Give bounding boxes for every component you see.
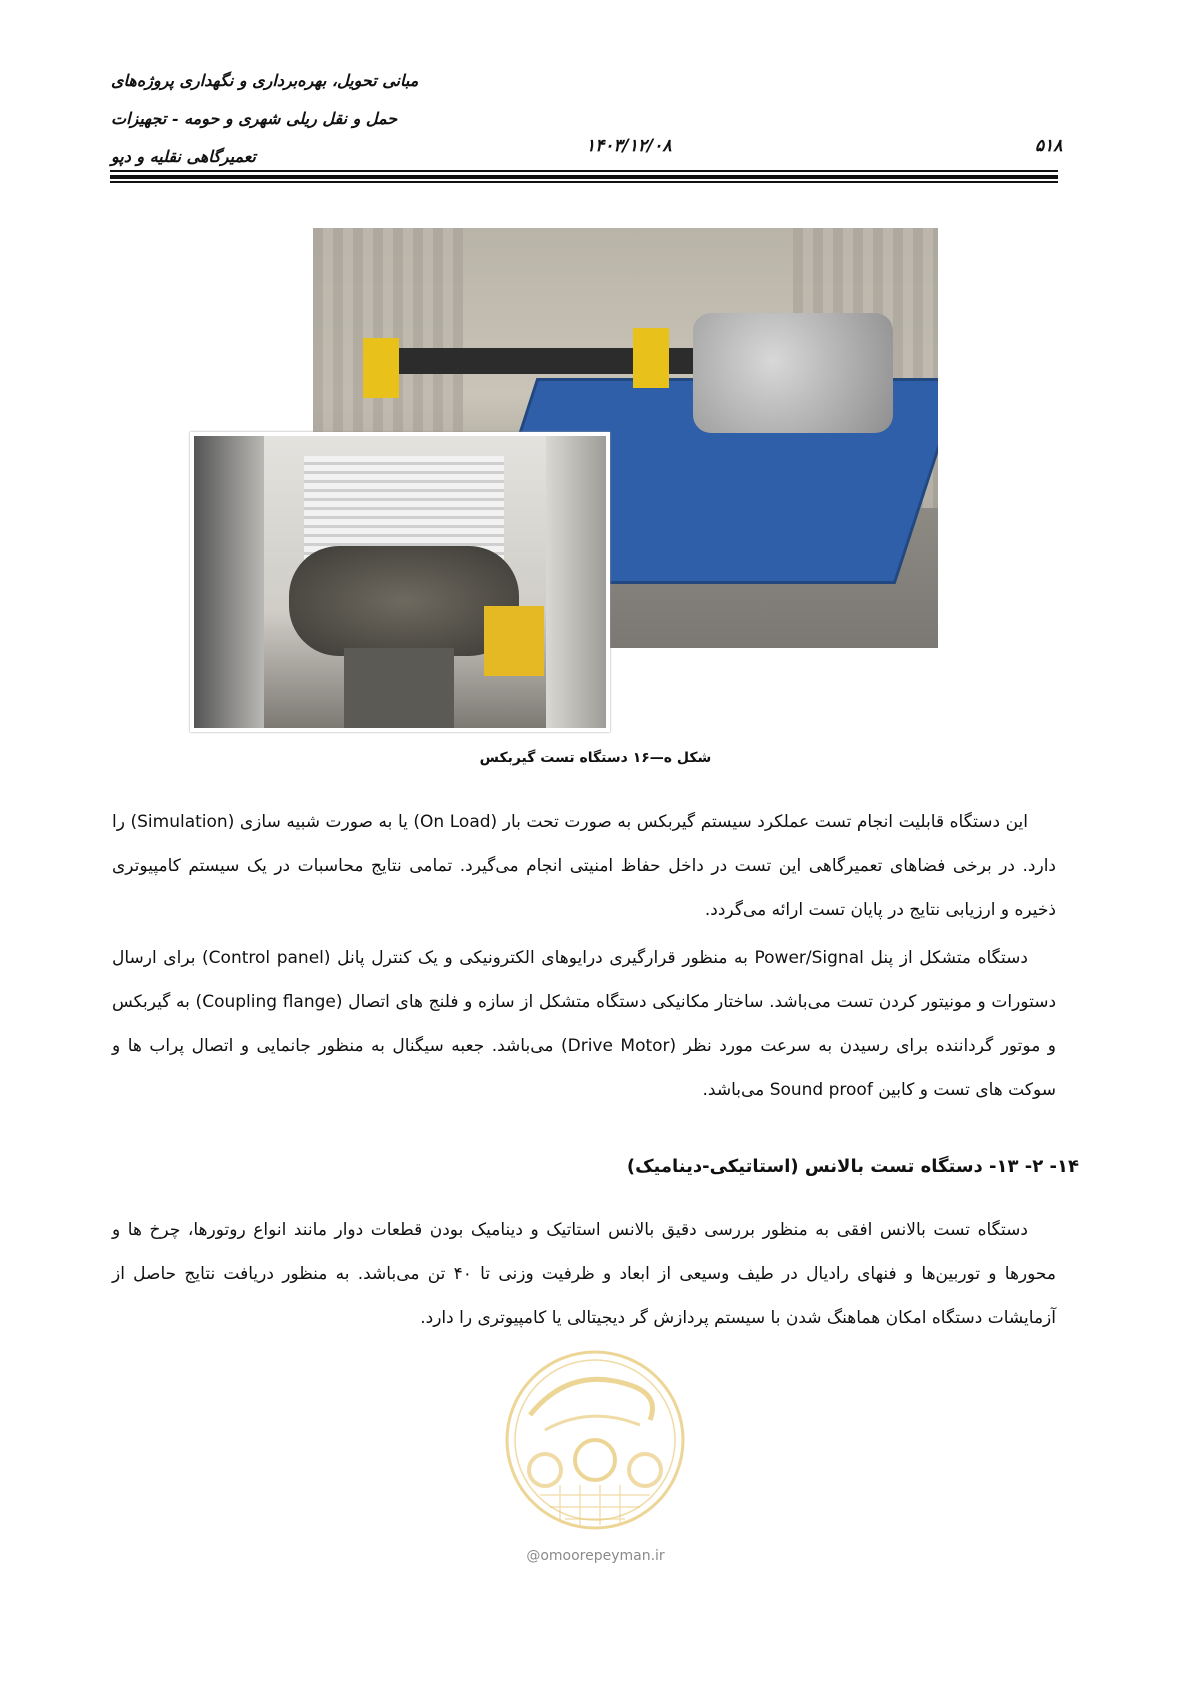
page-number: ۵۱۸: [1035, 136, 1063, 156]
gearbox-test-cabin-photo: [190, 432, 610, 732]
omoorepeyman-logo-watermark: [500, 1345, 690, 1535]
paragraph-1-text: این دستگاه قابلیت انجام تست عملکرد سیستم گیربکس به صورت تحت بار (On Load) یا به صورت شبیه سازی (Simulation) را دارد. در برخی فضاهای تعمیرگاهی این تست در داخل حفاظ امنیتی انجام می‌گیرد. تمامی نتایج محاسبات در یک سیستم کامپیوتری ذخیره و ارزیابی نتایج در پایان تست ارائه می‌گردد.: [112, 812, 1056, 920]
header-title: [111, 62, 471, 176]
header-title-line-1: مبانی تحویل، بهره‌برداری و نگهداری پروژه‌های: [111, 71, 419, 90]
paragraph-on-load-test: [112, 800, 1056, 932]
paragraph-2-text: دستگاه متشکل از پنل Power/Signal به منظور قرارگیری درایوهای الکترونیکی و یک کنترل پانل (Control panel) برای ارسال دستورات و مونیتور کردن تست می‌باشد. ساختار مکانیکی دستگاه متشکل از سازه و فلنج های اتصال (Coupling flange) به گیربکس و موتور گرداننده برای رسیدن به سرعت مورد نظر (Drive Motor) می‌باشد. جعبه سیگنال به منظور جانمایی و اتصال پراب ها و سوکت های تست و کابین Sound proof می‌باشد.: [112, 948, 1057, 1100]
watermark-site-text: omoorepeyman.ir: [540, 1548, 665, 1564]
figure-caption: شکل ه—۱۶ دستگاه تست گیربکس: [479, 750, 712, 766]
header-rule: [110, 175, 1058, 179]
header-title-line-3: تعمیرگاهی نقلیه و دپو: [111, 147, 256, 166]
section-heading: ۱۴- ۲- ۱۳- دستگاه تست بالانس (استاتیکی-دینامیک): [626, 1156, 1079, 1177]
watermark-site-url: @omoorepeyman.ir: [526, 1548, 665, 1564]
paragraph-balance-test: [112, 1208, 1056, 1340]
header-rule: [110, 181, 1058, 183]
paragraph-device-structure: [112, 936, 1056, 1112]
header-rule: [110, 170, 1058, 172]
paragraph-3-text: دستگاه تست بالانس افقی به منظور بررسی دقیق بالانس استاتیک و دینامیک بودن قطعات دوار مانند انواع روتورها، چرخ ها و محورها و توربین‌ها و فنهای رادیال در طیف وسیعی از ابعاد و ظرفیت وزنی تا ۴۰ تن می‌باشد. به منظور دریافت نتایج حاصل از آزمایشات دستگاه امکان هماهنگ شدن با سیستم پردازش گر دیجیتالی یا کامپیوتری را دارد.: [112, 1220, 1056, 1328]
header-title-line-2: حمل و نقل ریلی شهری و حومه - تجهیزات: [111, 109, 398, 128]
header-date: ۱۴۰۳/۱۲/۰۸: [586, 136, 672, 156]
